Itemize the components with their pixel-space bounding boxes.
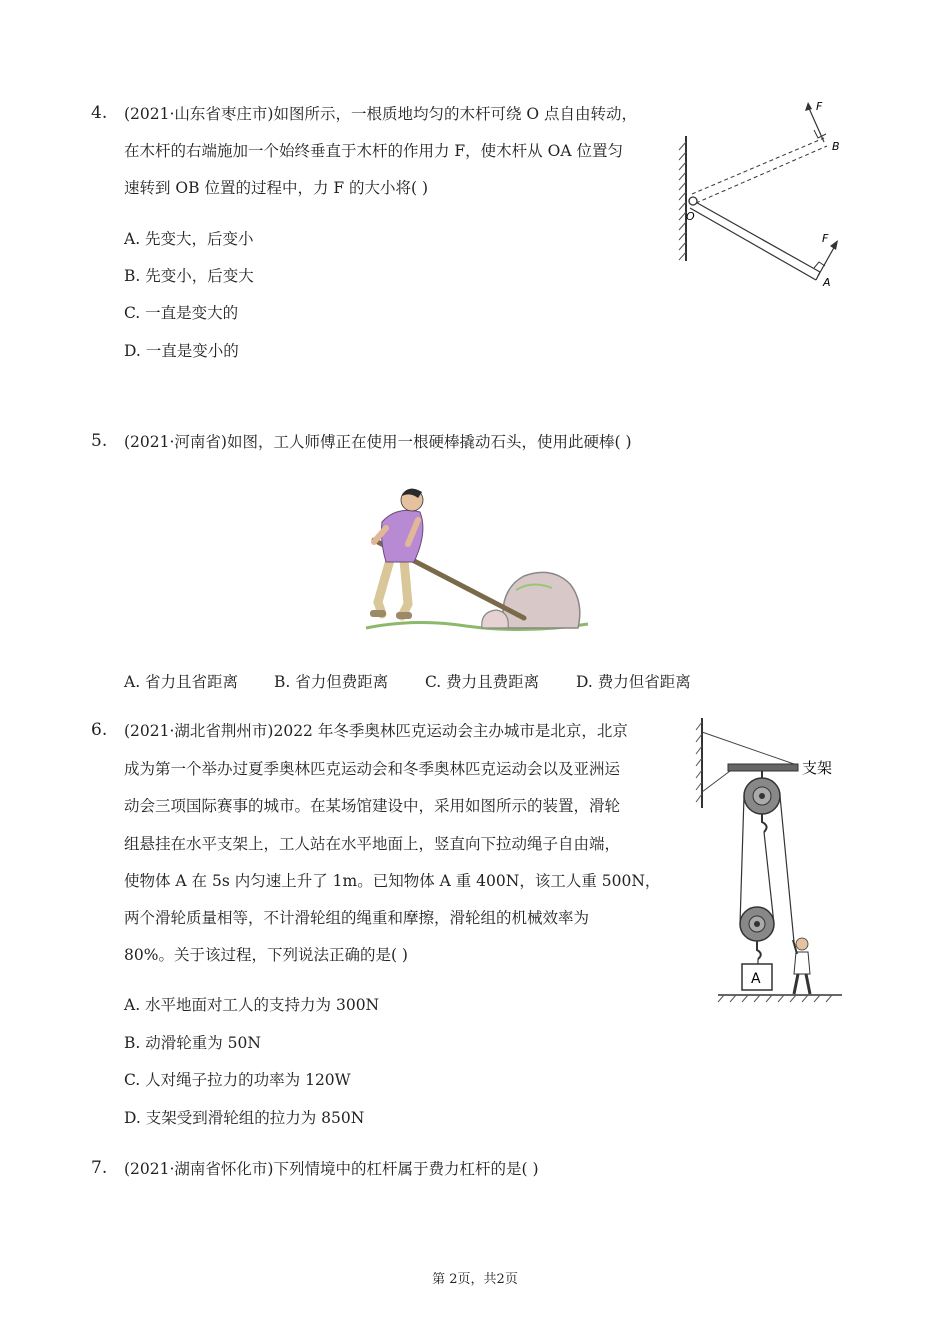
question-text-line: 组悬挂在水平支架上，工人站在水平地面上，竖直向下拉动绳子自由端，: [124, 835, 621, 853]
label-b: B: [832, 140, 840, 153]
label-f-bottom: F: [822, 232, 829, 245]
option-b[interactable]: B. 动滑轮重为 50N: [124, 1034, 261, 1052]
label-f-top: F: [816, 100, 823, 113]
question-number: 6.: [91, 720, 108, 740]
question-text-line: 动会三项国际赛事的城市。在某场馆建设中，采用如图所示的装置，滑轮: [124, 797, 621, 815]
label-support: 支架: [802, 759, 833, 777]
question-text-line: (2021·山东省枣庄市)如图所示，一根质地均匀的木杆可绕 O 点自由转动，: [124, 105, 638, 123]
worker-prying-rock-figure: [356, 478, 596, 648]
label-block-a: A: [751, 971, 761, 987]
option-d[interactable]: D. 一直是变小的: [124, 342, 239, 360]
option-d[interactable]: D. 费力但省距离: [576, 673, 691, 691]
question-number: 5.: [91, 431, 108, 451]
question-text-line: 成为第一个举办过夏季奥林匹克运动会和冬季奥林匹克运动会以及亚洲运: [124, 760, 621, 778]
question-text-line: 在木杆的右端施加一个始终垂直于木杆的作用力 F，使木杆从 OA 位置匀: [124, 142, 623, 160]
page-footer: 第 2页，共2页: [432, 1272, 518, 1287]
question-number: 4.: [91, 103, 108, 123]
option-a[interactable]: A. 水平地面对工人的支持力为 300N: [124, 996, 380, 1014]
label-o: O: [686, 210, 695, 223]
pulley-system-figure: [694, 712, 854, 1004]
option-b[interactable]: B. 省力但费距离: [274, 673, 389, 691]
option-c[interactable]: C. 人对绳子拉力的功率为 120W: [124, 1071, 351, 1089]
question-text-line: 使物体 A 在 5s 内匀速上升了 1m。已知物体 A 重 400N，该工人重 500N，: [124, 872, 661, 890]
option-c[interactable]: C. 费力且费距离: [425, 673, 540, 691]
option-a[interactable]: A. 省力且省距离: [124, 673, 239, 691]
option-a[interactable]: A. 先变大，后变小: [124, 230, 254, 248]
label-a: A: [823, 276, 831, 289]
question-text-line: (2021·河南省)如图，工人师傅正在使用一根硬棒撬动石头，使用此硬棒( ): [124, 433, 632, 451]
question-text-line: 速转到 OB 位置的过程中，力 F 的大小将( ): [124, 179, 429, 197]
lever-rotation-figure: [676, 96, 856, 296]
question-text-line: 80%。关于该过程，下列说法正确的是( ): [124, 946, 408, 964]
question-text-line: (2021·湖南省怀化市)下列情境中的杠杆属于费力杠杆的是( ): [124, 1160, 539, 1178]
question-text-line: (2021·湖北省荆州市)2022 年冬季奥林匹克运动会主办城市是北京，北京: [124, 722, 628, 740]
question-text-line: 两个滑轮质量相等，不计滑轮组的绳重和摩擦，滑轮组的机械效率为: [124, 909, 590, 927]
option-c[interactable]: C. 一直是变大的: [124, 304, 239, 322]
option-d[interactable]: D. 支架受到滑轮组的拉力为 850N: [124, 1109, 365, 1127]
option-b[interactable]: B. 先变小，后变大: [124, 267, 254, 285]
question-number: 7.: [91, 1158, 108, 1178]
